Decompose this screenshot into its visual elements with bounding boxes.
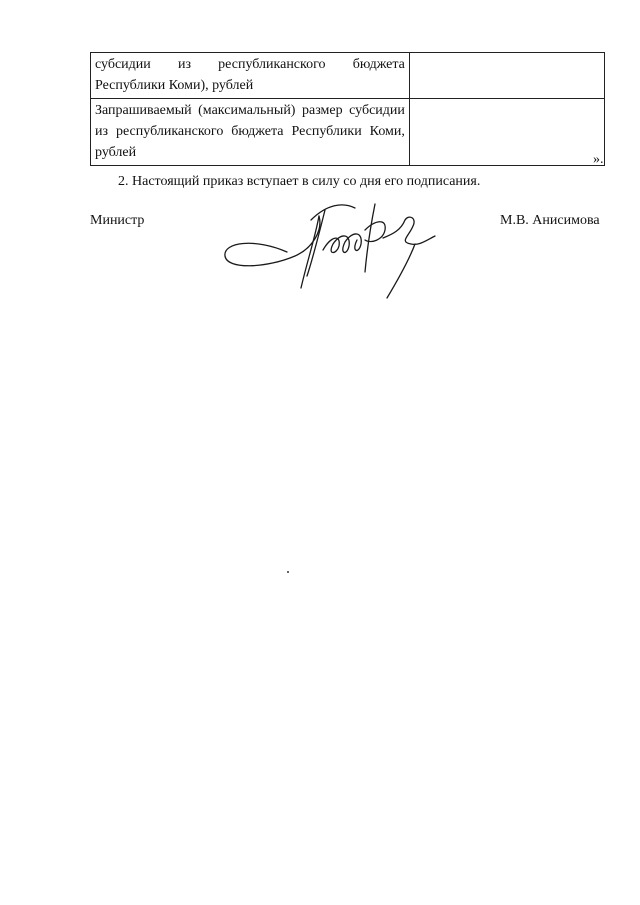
handwritten-signature-icon <box>215 190 440 300</box>
table-cell-label: субсидии из республиканского бюджета Республики Коми), рублей <box>91 53 410 99</box>
table-cell-value <box>409 53 604 99</box>
table-cell-label: Запрашиваемый (максимальный) размер субсидии из республиканского бюджета Республики Коми, рублей <box>91 99 410 166</box>
position-title: Министр <box>90 213 145 228</box>
scan-speck <box>287 571 289 573</box>
clause-2-text: 2. Настоящий приказ вступает в силу со дня его подписания. <box>118 174 481 189</box>
table-row <box>91 99 605 166</box>
table-row <box>91 53 605 99</box>
minister-name: М.В. Анисимова <box>500 213 600 228</box>
closing-quote: ». <box>593 152 604 167</box>
table-cell-value <box>409 99 604 166</box>
subsidy-table <box>90 52 605 166</box>
